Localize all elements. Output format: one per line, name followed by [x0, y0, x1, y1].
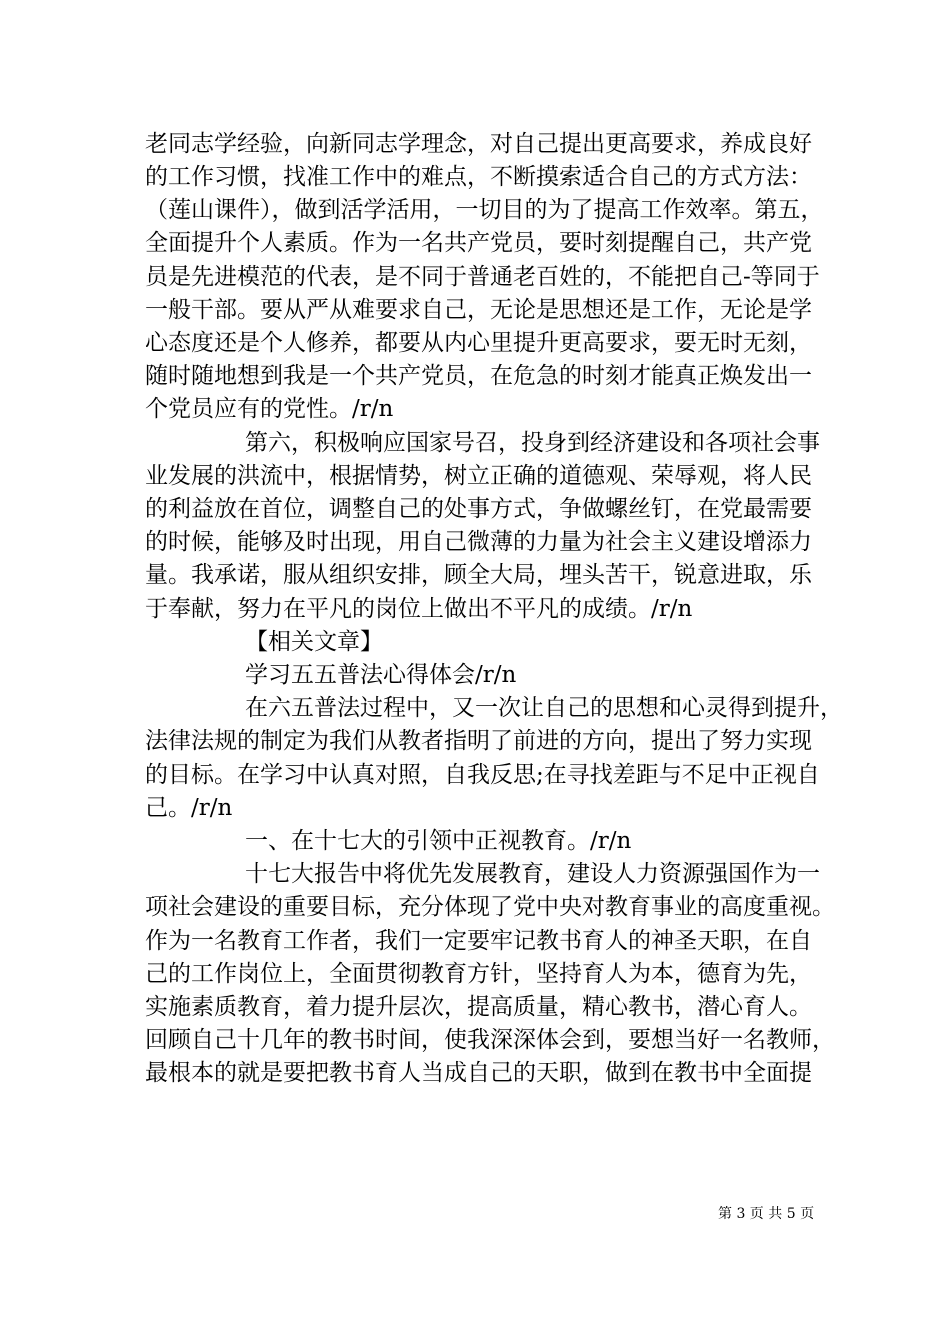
text-line: 个党员应有的党性。/r/n [145, 396, 394, 422]
text-line: 己。/r/n [145, 795, 233, 821]
text-line: 的时候，能够及时出现，用自己微薄的力量为社会主义建设增添力 [145, 529, 812, 555]
text-line: 量。我承诺，服从组织安排，顾全大局，埋头苦干，锐意进取，乐 [145, 562, 812, 588]
text-line: 的目标。在学习中认真对照，自我反思;在寻找差距与不足中正视自 [145, 762, 820, 788]
paragraph-start-line: 十七大报告中将优先发展教育，建设人力资源强国作为一 [245, 861, 820, 887]
text-line: 最根本的就是要把教书育人当成自己的天职，做到在教书中全面提 [145, 1060, 812, 1086]
text-line: 于奉献，努力在平凡的岗位上做出不平凡的成绩。/r/n [145, 596, 693, 622]
text-line: 法律法规的制定为我们从教者指明了前进的方向，提出了努力实现 [145, 728, 812, 754]
paragraph-start-line: 在六五普法过程中，又一次让自己的思想和心灵得到提升， [245, 695, 843, 721]
text-line: 项社会建设的重要目标，充分体现了党中央对教育事业的高度重视。 [145, 894, 835, 920]
related-articles-heading: 【相关文章】 [245, 629, 383, 655]
section-heading: 一、在十七大的引领中正视教育。/r/n [245, 828, 632, 854]
page-number-footer: 第 3 页 共 5 页 [718, 1206, 815, 1222]
text-line: 一般干部。要从严从难要求自己，无论是思想还是工作，无论是学 [145, 297, 812, 323]
text-line: 的工作习惯，找准工作中的难点，不断摸索适合自己的方式方法： [145, 164, 812, 190]
text-line: 老同志学经验，向新同志学理念，对自己提出更高要求，养成良好 [145, 131, 812, 157]
text-line: （莲山课件），做到活学活用，一切目的为了提高工作效率。第五， [145, 197, 824, 223]
article-title: 学习五五普法心得体会/r/n [245, 662, 517, 688]
text-line: 己的工作岗位上，全面贯彻教育方针，坚持育人为本，德育为先， [145, 961, 812, 987]
text-line: 心态度还是个人修养，都要从内心里提升更高要求，要无时无刻， [145, 330, 812, 356]
text-line: 员是先进模范的代表，是不同于普通老百姓的，不能把自己-等同于 [145, 264, 820, 290]
text-line: 业发展的洪流中，根据情势，树立正确的道德观、荣辱观，将人民 [145, 463, 812, 489]
text-line: 回顾自己十几年的教书时间，使我深深体会到，要想当好一名教师， [145, 1027, 835, 1053]
text-line: 全面提升个人素质。作为一名共产党员，要时刻提醒自己，共产党 [145, 230, 812, 256]
text-line: 实施素质教育，着力提升层次，提高质量，精心教书，潜心育人。 [145, 994, 812, 1020]
paragraph-start-line: 第六，积极响应国家号召，投身到经济建设和各项社会事 [245, 430, 820, 456]
text-line: 作为一名教育工作者，我们一定要牢记教书育人的神圣天职，在自 [145, 928, 812, 954]
text-line: 的利益放在首位，调整自己的处事方式，争做螺丝钉，在党最需要 [145, 496, 812, 522]
text-line: 随时随地想到我是一个共产党员，在危急的时刻才能真正焕发出一 [145, 363, 812, 389]
